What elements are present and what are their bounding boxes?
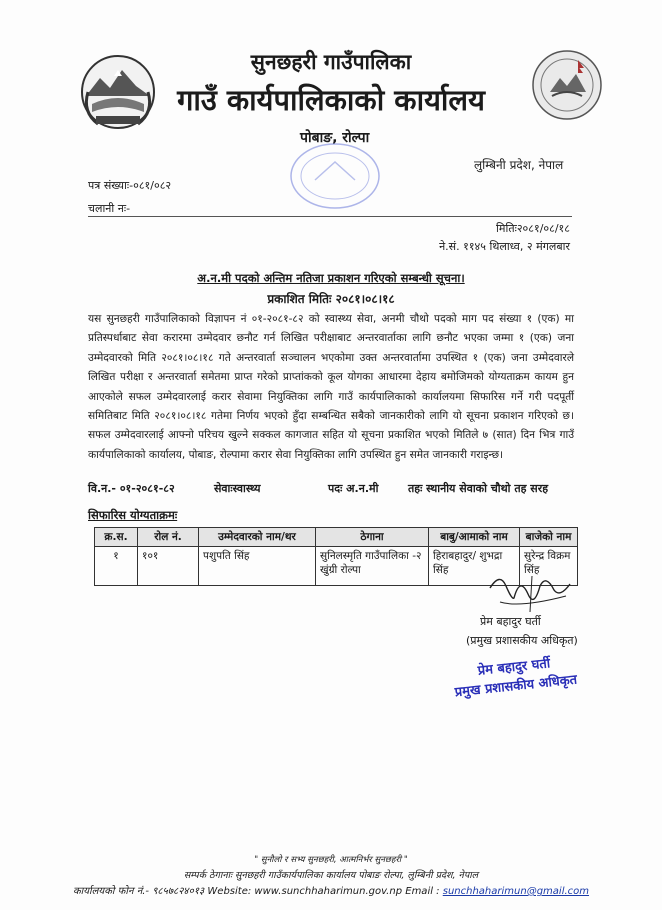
recommendation-title: सिफारिस योग्यताक्रमः	[88, 508, 178, 522]
service-label	[214, 481, 261, 496]
notice-subject	[0, 271, 662, 286]
stamp-line-title: प्रमुख प्रशासकीय अधिकृत	[454, 672, 578, 701]
dispatch-number: चलानी नः-	[88, 202, 131, 215]
footer-email-link[interactable]: sunchhaharimun@gmail.com	[442, 886, 590, 897]
footer-contact	[0, 883, 662, 897]
level-text: तहः स्थानीय सेवाको चौथो तह सरह	[408, 482, 549, 495]
office-seal-stamp	[285, 140, 385, 212]
footer-email-label: Email :	[405, 886, 443, 897]
level-label	[408, 481, 548, 496]
officer-name-stamp	[428, 649, 601, 705]
footer-phone: कार्यालयको फोन नं.- ९८५७८२४०१३	[72, 886, 205, 897]
col-serial: क्र.स.	[95, 528, 138, 547]
post-text: पदः अ.न.मी	[328, 482, 379, 495]
notice-body: यस सुनछहरी गाउँपालिकाको विज्ञापन नं ०१-२०८१-८२ को स्वास्थ्य सेवा, अनमी चौथो पदको माग पद संख्या १ (एक) मा प्रतिस्पर्धाबाट सेवा करारमा उम्मेदवार छनौट गर्न लिखित परीक्षाबाट अन्तरवार्ताका लागि छनौट भएका जम्मा १ (एक) जना उम्मेदवारको मिति २०८१।०८।१८ गते अन्तरवार्ता सञ्चालन भएकोमा उक्त अन्तरवार्तामा उपस्थित १ (एक) जना उम्मेदवारले लिखित परीक्षा र अन्तरवार्ता समेतमा प्राप्त गरेको प्राप्तांकको कूल योगका आधारमा देहाय बमोजिमको योग्यताक्रम कायम हुन आएकोले सफल उम्मेदवारलाई करार सेवामा नियुक्तिका लागि गाउँ कार्यपालिकाको कार्यालयमा सिफारिस गर्ने गरी पदपूर्ती समितिबाट मिति २०८१।०८।१८ गतेमा निर्णय भएको हुँदा सम्बन्धित सबैको जानकारीको लागि यो सूचना प्रकाशन गरिएको छ। सफल उम्मेदवारलाई आफ्नो परिचय खुल्ने सक्कल कागजात सहित यो सूचना प्रकाशित भएको मितिले ७ (सात) दिन भित्र गाउँ कार्यपालिकाको कार्यालय, पोबाङ, रोल्पामा करार सेवा नियुक्तिका लागि उपस्थित हुन समेत जानकारी गराइन्छ।	[88, 313, 574, 461]
cell-address: सुनिलस्मृति गाउँपालिका -२ खुंग्री रोल्पा	[316, 547, 429, 586]
municipality-name: सुनछहरी गाउँपालिका	[250, 50, 412, 74]
stamp-line-name: प्रेम बहादुर घर्ती	[477, 656, 551, 679]
table-header-row	[95, 528, 578, 547]
footer-motto: " सुनौलो र सभ्य सुनछहरी, आत्मनिर्भर सुनछहरी "	[254, 855, 408, 865]
footer-website[interactable]: Website: www.sunchhaharimun.gov.np	[207, 886, 403, 897]
cell-candidate: पशुपति सिंह	[199, 547, 316, 586]
cell-parents: हिराबहादुर/ शुभद्रा सिंह	[429, 547, 520, 586]
ad-number-text: वि.न.- ०१-२०८१-८२	[88, 482, 175, 495]
col-parents: बाबु/आमाको नाम	[429, 528, 520, 547]
signatory-name: प्रेम बहादुर घर्ती	[480, 615, 541, 628]
col-roll: रोल नं.	[138, 528, 199, 547]
col-address: ठेगाना	[316, 528, 429, 547]
handwritten-signature	[470, 568, 580, 616]
col-candidate: उम्मेदवारको नाम/थर	[199, 528, 316, 547]
office-location: पोबाङ, रोल्पा	[300, 130, 370, 146]
notice-subject-text: अ.न.मी पदको अन्तिम नतिजा प्रकाशन गरिएको सम्बन्धी सूचना।	[197, 271, 465, 285]
province-name: लुम्बिनी प्रदेश, नेपाल	[474, 158, 564, 172]
col-grandfather: बाजेको नाम	[520, 528, 578, 547]
cell-roll: १०१	[138, 547, 199, 586]
office-name: गाउँ कार्यपालिकाको कार्यालय	[177, 83, 485, 117]
post-label	[328, 481, 378, 496]
signatory-title: (प्रमुख प्रशासकीय अधिकृत)	[466, 634, 578, 647]
cell-serial: १	[95, 547, 138, 586]
header-divider	[88, 216, 572, 217]
published-date: प्रकाशित मितिः २०८१।०८।१८	[267, 292, 395, 306]
footer-address: सम्पर्क ठेगानाः सुनछहरी गाउँकार्यपालिका कार्यालय पोबाङ रोल्पा, लुम्बिनी प्रदेश, नेपाल	[183, 870, 479, 881]
letter-date: मितिः२०८१/०८/१८	[496, 222, 570, 235]
cell-grandfather: सुरेन्द्र विक्रम सिंह	[520, 547, 578, 586]
ad-number	[88, 481, 175, 496]
nepal-sambat-date: ने.सं. ११४५ थिलाध्व, २ मंगलबार	[439, 240, 570, 253]
service-text: सेवाःस्वास्थ्य	[214, 482, 261, 495]
reference-number: पत्र संख्याः-०८१/०८२	[88, 179, 172, 192]
